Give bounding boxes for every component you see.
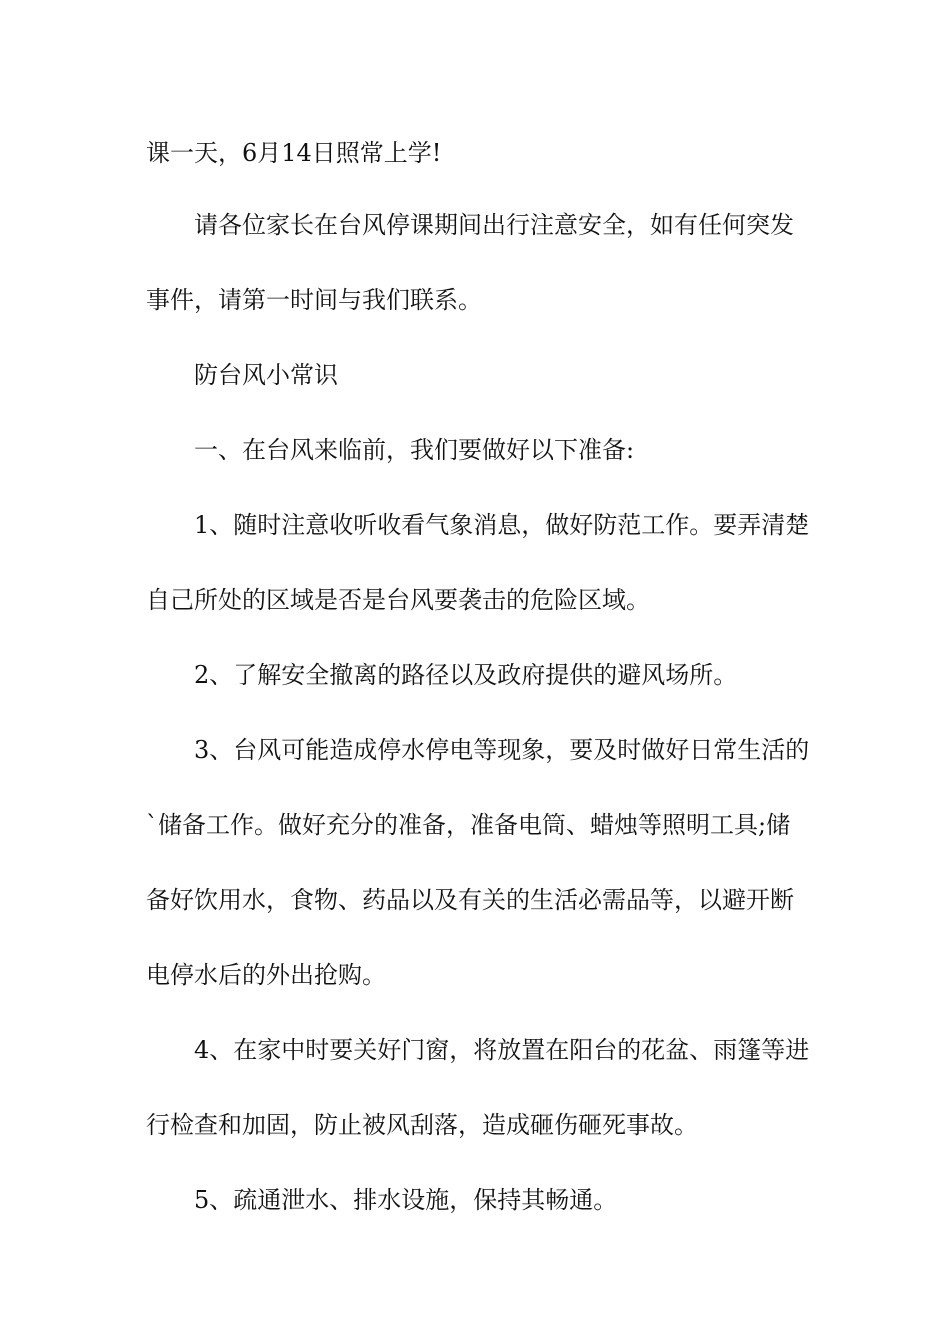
text-line: 课一天，6月14日照常上学! [146,139,442,167]
list-item: 4、在家中时要关好门窗，将放置在阳台的花盆、雨篷等进 [194,1036,810,1064]
list-item: 3、台风可能造成停水停电等现象，要及时做好日常生活的 [194,736,810,764]
subheading: 一、在台风来临前，我们要做好以下准备: [194,436,635,464]
text-line: 请各位家长在台风停课期间出行注意安全，如有任何突发 [194,211,794,239]
text-line: `储备工作。做好充分的准备，准备电筒、蜡烛等照明工具;储 [146,811,791,839]
list-item: 5、疏通泄水、排水设施，保持其畅通。 [194,1186,618,1214]
list-item: 2、了解安全撤离的路径以及政府提供的避风场所。 [194,661,738,689]
list-item: 1、随时注意收听收看气象消息，做好防范工作。要弄清楚 [194,511,810,539]
section-heading: 防台风小常识 [194,361,338,389]
text-line: 行检查和加固，防止被风刮落，造成砸伤砸死事故。 [146,1111,698,1139]
text-line: 备好饮用水，食物、药品以及有关的生活必需品等，以避开断 [146,886,794,914]
text-line: 事件，请第一时间与我们联系。 [146,286,482,314]
text-line: 自己所处的区域是否是台风要袭击的危险区域。 [146,586,650,614]
text-line: 电停水后的外出抢购。 [146,961,386,989]
